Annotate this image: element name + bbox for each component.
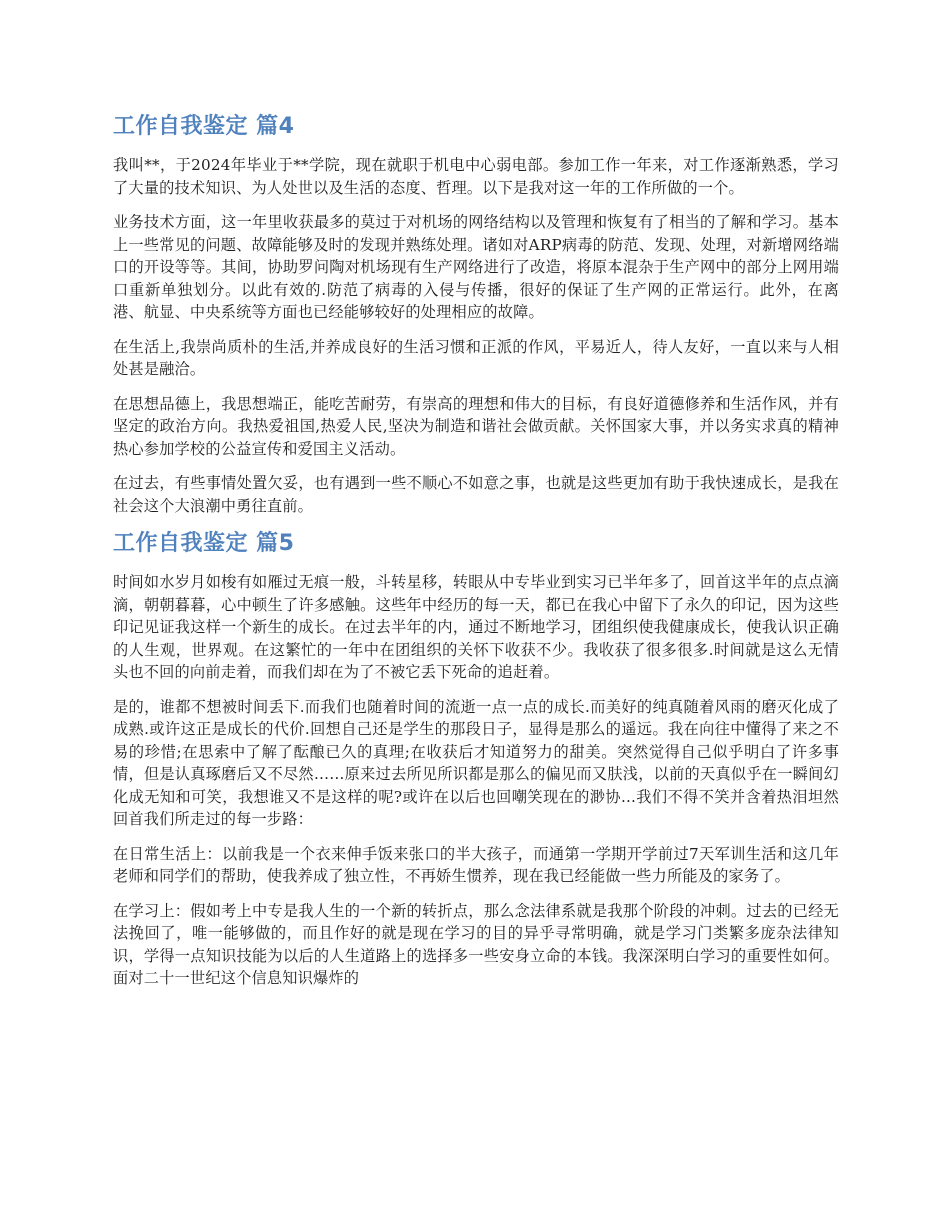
paragraph: 业务技术方面，这一年里收获最多的莫过于对机场的网络结构以及管理和恢复有了相当的了解和学习。基本上一些常见的问题、故障能够及时的发现并熟练处理。诸如对ARP病毒的防范、发现、处理，对新增网络端口的开设等等。其间，协助罗问陶对机场现有生产网络进行了改造，将原本混杂于生产网中的部分上网用端口重新单独划分。以此有效的.防范了病毒的入侵与传播，很好的保证了生产网的正常运行。此外，在离港、航显、中央系统等方面也已经能够较好的处理相应的故障。 xyxy=(113,213,839,321)
paragraph: 时间如水岁月如梭有如雁过无痕一般，斗转星移，转眼从中专毕业到实习已半年多了，回首这半年的点点滴滴，朝朝暮暮，心中顿生了许多感触。这些年中经历的每一天，都已在我心中留下了永久的印记，因为这些印记见证我这样一个新生的成长。在过去半年的内，通过不断地学习，团组织使我健康成长，使我认识正确的人生观，世界观。在这繁忙的一年中在团组织的关怀下收获不少。我收获了很多很多.时间就是这么无情头也不回的向前走着，而我们却在为了不被它丢下死命的追赶着。 xyxy=(113,573,839,681)
paragraph: 在过去，有些事情处置欠妥，也有遇到一些不顺心不如意之事，也就是这些更加有助于我快速成长，是我在社会这个大浪潮中勇往直前。 xyxy=(113,474,839,515)
section-heading-5: 工作自我鉴定 篇5 xyxy=(113,531,295,556)
paragraph: 在思想品德上，我思想端正，能吃苦耐劳，有崇高的理想和伟大的目标，有良好道德修养和生活作风，并有坚定的政治方向。我热爱祖国,热爱人民,坚决为制造和谐社会做贡献。关怀国家大事，并以务实求真的精神热心参加学校的公益宣传和爱国主义活动。 xyxy=(113,394,839,458)
paragraph: 在生活上,我崇尚质朴的生活,并养成良好的生活习惯和正派的作风，平易近人，待人友好，一直以来与人相处甚是融洽。 xyxy=(113,337,839,378)
document-page xyxy=(113,112,839,1002)
section-heading-4: 工作自我鉴定 篇4 xyxy=(113,114,295,139)
paragraph: 是的，谁都不想被时间丢下.而我们也随着时间的流逝一点一点的成长.而美好的纯真随着风雨的磨灭化成了成熟.或许这正是成长的代价.回想自己还是学生的那段日子，显得是那么的遥远。我在向往中懂得了来之不易的珍惜;在思索中了解了酝酿已久的真理;在收获后才知道努力的甜美。突然觉得自己似乎明白了许多事情，但是认真琢磨后又不尽然……原来过去所见所识都是那么的偏见而又肤浅，以前的天真似乎在一瞬间幻化成无知和可笑，我想谁又不是这样的呢?或许在以后也回嘲笑现在的渺协...我们不得不笑并含着热泪坦然回首我们所走过的每一步路： xyxy=(113,697,839,828)
paragraph: 我叫**，于2024年毕业于**学院，现在就职于机电中心弱电部。参加工作一年来，对工作逐渐熟悉，学习了大量的技术知识、为人处世以及生活的态度、哲理。以下是我对这一年的工作所做的一个。 xyxy=(113,156,839,197)
paragraph: 在学习上：假如考上中专是我人生的一个新的转折点，那么念法律系就是我那个阶段的冲刺。过去的已经无法挽回了，唯一能够做的，而且作好的就是现在学习的目的异乎寻常明确，就是学习门类繁多庞杂法律知识，学得一点知识技能为以后的人生道路上的选择多一些安身立命的本钱。我深深明白学习的重要性如何。面对二十一世纪这个信息知识爆炸的 xyxy=(113,901,839,987)
paragraph: 在日常生活上：以前我是一个衣来伸手饭来张口的半大孩子，而通第一学期开学前过7天军训生活和这几年老师和同学们的帮助，使我养成了独立性，不再娇生惯养，现在我已经能做一些力所能及的家务了。 xyxy=(113,844,839,885)
